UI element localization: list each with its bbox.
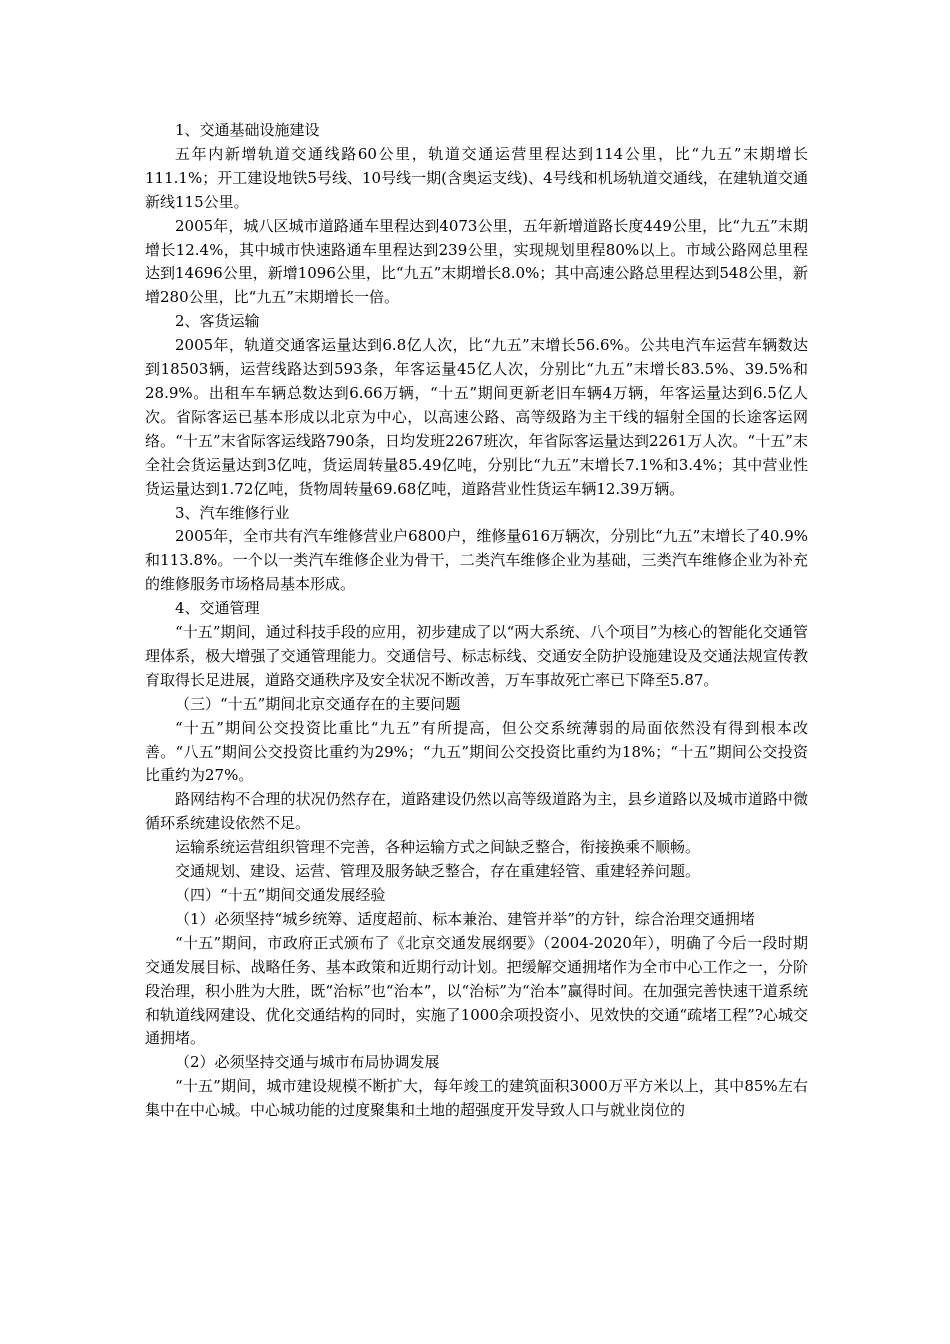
section-heading-experience: （四）“十五”期间交通发展经验 — [175, 886, 386, 904]
paragraph-passenger-freight: 2005年，轨道交通客运量达到6.8亿人次，比“九五”末增长56.6%。公共电汽车运营车辆数达到18503辆，运营线路达到593条，年客运量45亿人次，分别比“九五”末增长83.5%、39.5%和28.9%。出租车车辆总数达到6.66万辆，“十五”期间更新老旧车辆4万辆，年客运量达到6.5亿人次。省际客运已基本形成以北京为中心，以高速公路、高等级路为主干线的辐射全国的长途客运网络。“十五”末省际客运线路790条，日均发班2267班次，年省际客运量达到2261万人次。“十五”末全社会货运量达到3亿吨，货运周转量85.49亿吨，分别比“九五”末增长7.1%和3.4%；其中营业性货运量达到1.72亿吨，货物周转量69.68亿吨，道路营业性货运车辆12.39万辆。 — [145, 336, 808, 498]
section-heading-vehicle-repair: 3、汽车维修行业 — [175, 503, 290, 522]
paragraph-traffic-management: “十五”期间，通过科技手段的应用，初步建成了以“两大系统、八个项目”为核心的智能化交通管理体系，极大增强了交通管理能力。交通信号、标志标线、交通安全防护设施建设及交通法规宣传教育取得长足进展，道路交通秩序及安全状况不断改善，万车事故死亡率已下降至5.87。 — [145, 623, 808, 689]
section-heading-passenger-freight: 2、客货运输 — [175, 312, 260, 331]
paragraph-public-transit-investment: “十五”期间公交投资比重比“九五”有所提高，但公交系统薄弱的局面依然没有得到根本改善。“八五”期间公交投资比重约为29%；“九五”期间公交投资比重约为18%；“十五”期间公交投资比重约为27%。 — [145, 718, 808, 785]
section-heading-traffic-management: 4、交通管理 — [175, 599, 260, 618]
section-heading-infrastructure: 1、交通基础设施建设 — [175, 121, 320, 139]
paragraph-urban-layout: “十五”期间，城市建设规模不断扩大，每年竣工的建筑面积3000万平方米以上，其中85%左右集中在中心城。中心城功能的过度聚集和土地的超强度开发导致人口与就业岗位的 — [145, 1077, 808, 1120]
paragraph-principle-1: （1）必须坚持“城乡统筹、适度超前、标本兼治、建管并举”的方针，综合治理交通拥堵 — [175, 909, 755, 928]
paragraph-planning: 交通规划、建设、运营、管理及服务缺乏整合，存在重建轻管、重建轻养问题。 — [175, 862, 701, 881]
document-body — [145, 119, 808, 1123]
paragraph-roads: 2005年，城八区城市道路通车里程达到4073公里，五年新增道路长度449公里，比“九五”末期增长12.4%，其中城市快速路通车里程达到239公里，实现规划里程80%以上。市域公路网总里程达到14696公里，新增1096公里，比“九五”末期增长8.0%；其中高速公路总里程达到548公里，新增280公里，比“九五”末期增长一倍。 — [145, 216, 808, 307]
section-heading-problems: （三）“十五”期间北京交通存在的主要问题 — [175, 694, 461, 713]
section-heading-principle-2: （2）必须坚持交通与城市布局协调发展 — [175, 1053, 440, 1072]
paragraph-development-outline: “十五”期间，市政府正式颁布了《北京交通发展纲要》（2004-2020年），明确了今后一段时期交通发展目标、战略任务、基本政策和近期行动计划。把缓解交通拥堵作为全市中心工作之一，分阶段治理，积小胜为大胜，既“治标”也“治本”，以“治标”为“治本”赢得时间。在加强完善快速干道系统和轨道线网建设、优化交通结构的同时，实施了1000余项投资小、见效快的交通“疏堵工程”?心城交通拥堵。 — [145, 933, 808, 1048]
paragraph-road-network: 路网结构不合理的状况仍然存在，道路建设仍然以高等级道路为主，县乡道路以及城市道路中微循环系统建设依然不足。 — [145, 790, 808, 833]
paragraph-rail-transit: 五年内新增轨道交通线路60公里，轨道交通运营里程达到114公里，比“九五”末期增长111.1%；开工建设地铁5号线、10号线一期(含奥运支线)、4号线和机场轨道交通线，在建轨道交通新线115公里。 — [145, 144, 808, 211]
paragraph-vehicle-repair: 2005年，全市共有汽车维修营业户6800户，维修量616万辆次，分别比“九五”末增长了40.9%和113.8%。一个以一类汽车维修企业为骨干，二类汽车维修企业为基础，三类汽车维修企业为补充的维修服务市场格局基本形成。 — [145, 527, 808, 594]
paragraph-operations: 运输系统运营组织管理不完善，各种运输方式之间缺乏整合，衔接换乘不顺畅。 — [175, 838, 701, 857]
